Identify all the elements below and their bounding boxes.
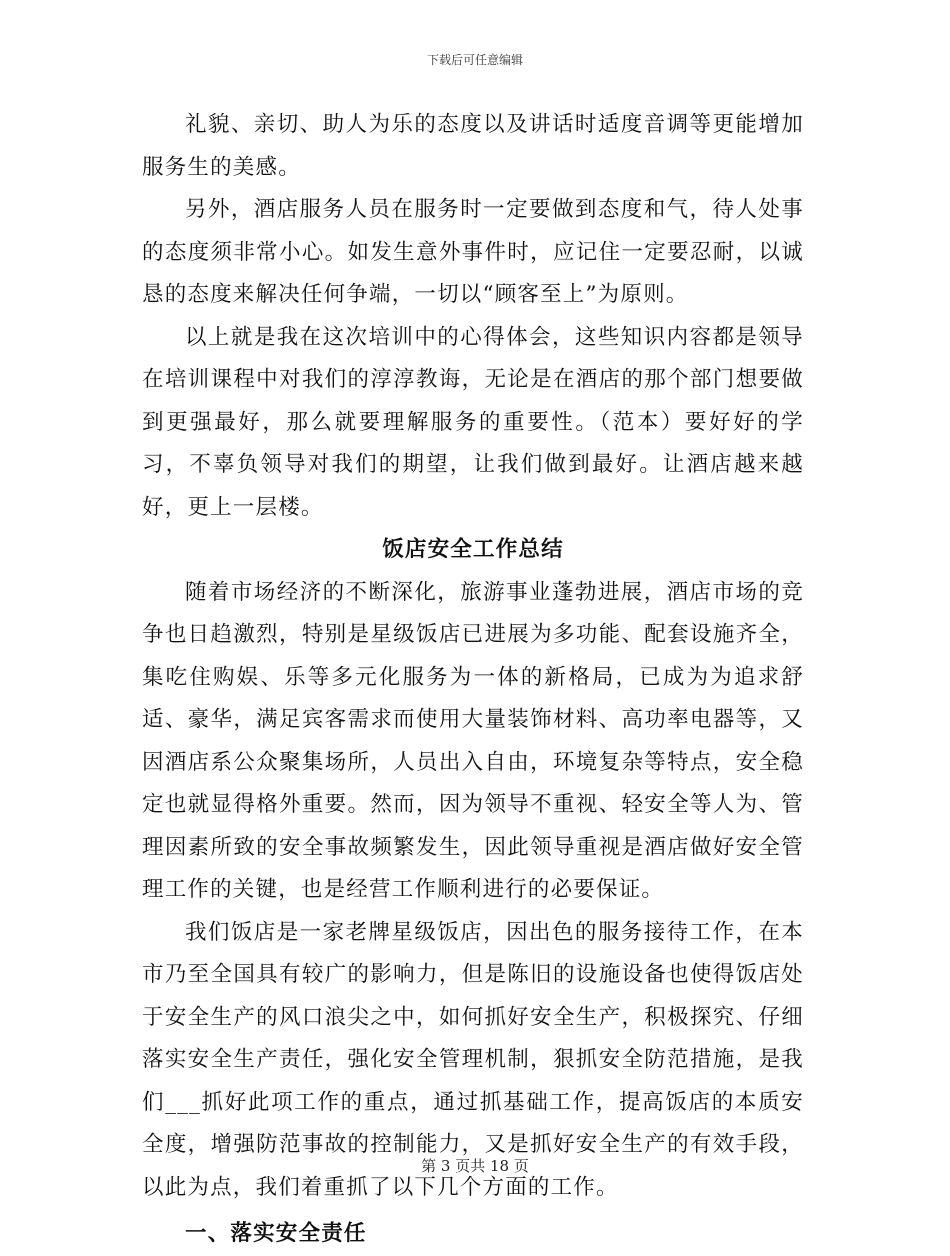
paragraph-hotel-safety: 我们饭店是一家老牌星级饭店，因出色的服务接待工作，在本市乃至全国具有较广的影响力，但是陈旧的设施设备也使得饭店处于安全生产的风口浪尖之中，如何抓好安全生产，积极探究、仔细落实安全生产责任，强化安全管理机制，狠抓安全防范措施，是我们___抓好此项工作的重点，通过抓基础工作，提高饭店的本质安全度，增强防范事故的控制能力，又是抓好安全生产的有效手段，以此为点，我们着重抓了以下几个方面的工作。	[142, 919, 804, 1200]
paragraph-market-background: 随着市场经济的不断深化，旅游事业蓬勃进展，酒店市场的竞争也日趋激烈，特别是星级饭店已进展为多功能、配套设施齐全，集吃住购娱、乐等多元化服务为一体的新格局，已成为为追求舒适、豪华，满足宾客需求而使用大量装饰材料、高功率电器等，又因酒店系公众聚集场所，人员出入自由，环境复杂等特点，安全稳定也就显得格外重要。然而，因为领导不重视、轻安全等人为、管理因素所致的安全事故频繁发生，因此领导重视是酒店做好安全管理工作的关键，也是经营工作顺利进行的必要保证。	[142, 579, 804, 902]
page-header: 下载后可任意编辑	[426, 53, 523, 67]
page-footer: 第 3 页共 18 页	[421, 1157, 529, 1175]
section-title: 饭店安全工作总结	[382, 537, 564, 562]
paragraph-service-attitude: 另外，酒店服务人员在服务时一定要做到态度和气，待人处事的态度须非常小心。如发生意外事件时，应记住一定要忍耐，以诚恳的态度来解决任何争端，一切以“顾客至上”为原则。	[142, 197, 804, 307]
paragraph-training-summary: 以上就是我在这次培训中的心得体会，这些知识内容都是领导在培训课程中对我们的淳淳教诲，无论是在酒店的那个部门想要做到更强最好，那么就要理解服务的重要性。（范本）要好好的学习，不辜负领导对我们的期望，让我们做到最好。让酒店越来越好，更上一层楼。	[142, 324, 804, 520]
paragraph-attitude: 礼貌、亲切、助人为乐的态度以及讲话时适度音调等更能增加服务生的美感。	[142, 112, 804, 180]
section-heading-responsibility: 一、落实安全责任	[185, 1221, 367, 1246]
document-body	[142, 104, 804, 1256]
